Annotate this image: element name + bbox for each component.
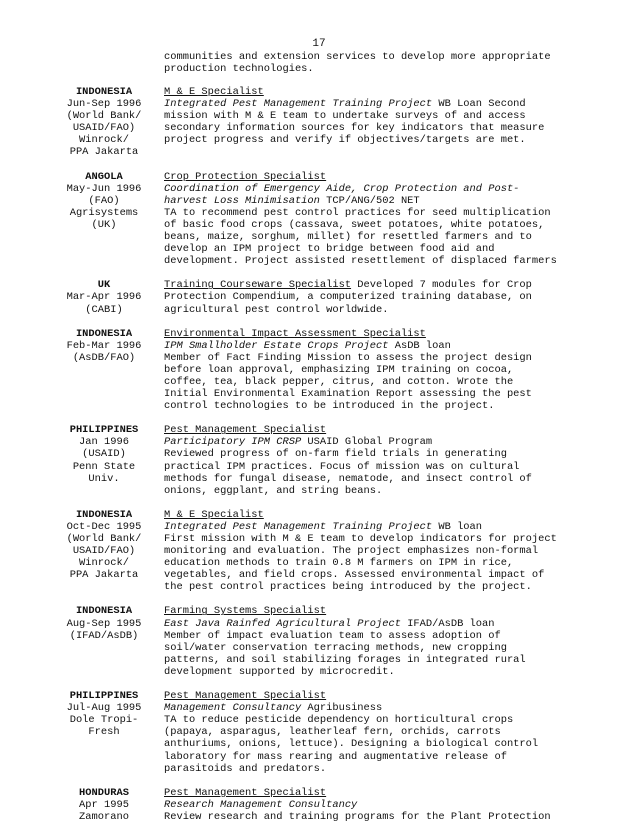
entry-meta-line: PPA Jakarta (69, 569, 139, 582)
entry-country: INDONESIA (75, 86, 133, 98)
entry-body-line: development. Project assisted resettlement of displaced farmers (164, 255, 557, 268)
entry-country: INDONESIA (75, 605, 133, 618)
entry-location-block (58, 509, 150, 594)
entry-meta-line: Winrock/ (79, 134, 129, 147)
entry-country: INDONESIA (75, 508, 133, 521)
entry-meta-line: USAID/FAO) (72, 122, 136, 135)
entry-meta-line: Univ. (88, 472, 120, 485)
entry-body-line: Member of impact evaluation team to assess adoption of (164, 629, 501, 642)
entry-country: PHILIPPINES (69, 690, 139, 703)
entry-body-line: before loan approval, emphasizing IPM training on cocoa, (164, 363, 514, 376)
entry-country: PHILIPPINES (69, 424, 139, 437)
entry-project-detail: USAID Global Program (301, 436, 433, 449)
entry-description-block (164, 279, 624, 315)
entry-meta-line: Winrock/ (79, 557, 129, 570)
entry-body-line: the pest control practices being introduced by the project. (164, 581, 532, 594)
entry-body-line: patterns, and soil stabilizing forages in integrated rural (164, 653, 526, 666)
entry-project-detail: Developed 7 modules for Crop (351, 279, 532, 292)
entry-description-block (164, 605, 624, 678)
experience-entry (58, 328, 630, 413)
entry-project-detail: WB Loan Second (432, 98, 526, 111)
entry-body-line: soil/water conservation terracing methods, new cropping (164, 641, 507, 654)
entry-meta-line: Agrisystems (69, 206, 139, 219)
entry-project (164, 340, 624, 352)
entry-description-block (164, 690, 624, 775)
entry-meta-line: (IFAD/AsDB) (69, 629, 139, 642)
entry-project-name: IPM Smallholder Estate Crops Project (164, 339, 389, 352)
experience-list (58, 86, 630, 835)
entry-body-line: control technologies to be introduced in the project. (164, 400, 495, 413)
entry-location-block (58, 279, 150, 315)
entry-role-title: M & E Specialist (164, 86, 264, 98)
entry-body-line: secondary information sources for key indicators that measure (164, 122, 545, 135)
entry-meta-line: (World Bank/ (66, 533, 142, 545)
entry-body-line: Reviewed progress of on-farm field trials in generating (164, 448, 507, 461)
entry-role-title: Environmental Impact Assessment Specialist (164, 327, 426, 340)
entry-project (164, 521, 624, 533)
intro-text (164, 51, 624, 75)
entry-project-name: Coordination of Emergency Aide, Crop Protection and Post- (164, 182, 520, 195)
intro-line: communities and extension services to develop more appropriate (164, 51, 551, 63)
entry-meta-line: Jun-Sep 1996 (66, 98, 142, 111)
entry-project (164, 799, 624, 811)
entry-meta-line: (USAID) (82, 448, 126, 461)
entry-country: ANGOLA (85, 170, 123, 183)
entry-project-name: Integrated Pest Management Training Project (164, 520, 433, 533)
entry-body-line: practical IPM practices. Focus of mission was on cultural (164, 460, 520, 473)
experience-entry (58, 509, 630, 594)
entry-role-title: Pest Management Specialist (164, 690, 327, 703)
experience-entry (58, 605, 630, 678)
entry-description-block (164, 86, 624, 159)
entry-meta-line: (AsDB/FAO) (72, 351, 136, 364)
entry-body-line: TA to reduce pesticide dependency on horticultural crops (164, 714, 514, 727)
entry-project-detail: AsDB loan (388, 339, 451, 352)
experience-entry (58, 787, 630, 823)
entry-body-line: anthuriums, onions, lettuce). Designing a biological control (164, 738, 539, 751)
entry-project-name: East Java Rainfed Agricultural Project (164, 617, 401, 630)
entry-meta-line: Oct-Dec 1995 (66, 520, 142, 533)
entry-body-line: parasitoids and predators. (164, 762, 327, 775)
entry-body-line: TA to recommend pest control practices for seed multiplication (164, 206, 551, 219)
experience-entry (58, 424, 630, 497)
entry-country: UK (97, 279, 111, 292)
entry-project-detail: Agribusiness (301, 702, 383, 715)
entry-body-line: project progress and verify if objectives/targets are met. (164, 134, 526, 147)
entry-description-block (164, 509, 624, 594)
entry-description-block (164, 171, 624, 268)
entry-title-line (164, 279, 624, 291)
entry-meta-line: Feb-Mar 1996 (66, 339, 142, 352)
entry-project-name: Management Consultancy (164, 702, 302, 715)
entry-location-block (58, 787, 150, 823)
entry-role-title: Pest Management Specialist (164, 424, 327, 437)
entry-role-title: Training Courseware Specialist (164, 279, 352, 292)
entry-body-line: monitoring and evaluation. The project emphasizes non-formal (164, 545, 539, 558)
entry-body-line: of basic food crops (cassava, sweet potatoes, white potatoes, (164, 218, 545, 231)
entry-meta-line: Fresh (88, 726, 120, 739)
intro-line: production technologies. (164, 63, 314, 76)
entry-meta-line: (World Bank/ (66, 110, 142, 123)
entry-body-line: vegetables, and field crops. Assessed environmental impact of (164, 569, 545, 582)
experience-entry (58, 171, 630, 268)
entry-body-line: develop an IPM project to bridge between food aid and (164, 243, 495, 256)
entry-project-name: Integrated Pest Management Training Project (164, 98, 433, 111)
entry-meta-line: Mar-Apr 1996 (66, 291, 142, 304)
experience-entry (58, 86, 630, 159)
entry-body-line: Initial Environmental Examination Report assessing the pest (164, 388, 532, 401)
entry-body-line: methods for fungal disease, nematode, and insect control of (164, 472, 532, 485)
entry-location-block (58, 171, 150, 268)
entry-location-block (58, 605, 150, 678)
entry-body-line: mission with M & E team to undertake surveys of and access (164, 110, 526, 123)
entry-meta-line: USAID/FAO) (72, 545, 136, 558)
entry-body-line: Protection Compendium, a computerized training database, on (164, 291, 532, 304)
entry-location-block (58, 424, 150, 497)
entry-body-line: coffee, tea, black pepper, citrus, and cotton. Wrote the (164, 375, 514, 388)
entry-meta-line: Jan 1996 (79, 436, 129, 449)
entry-location-block (58, 690, 150, 775)
entry-project-name: Research Management Consultancy (164, 798, 358, 811)
entry-meta-line: PPA Jakarta (69, 146, 139, 159)
entry-meta-line: Jul-Aug 1995 (66, 702, 142, 715)
entry-body-line: (papaya, asparagus, leatherleaf fern, orchids, carrots (164, 726, 501, 739)
entry-body-line: First mission with M & E team to develop indicators for project (164, 533, 557, 545)
entry-project-name: Participatory IPM CRSP (164, 436, 302, 449)
experience-entry (58, 690, 630, 775)
entry-meta-line: Zamorano (79, 810, 129, 823)
entry-role-title: Crop Protection Specialist (164, 170, 327, 183)
entry-body-line: education methods to train 0.8 M farmers on IPM in rice, (164, 557, 514, 570)
entry-project (164, 618, 624, 630)
entry-project-detail: WB loan (432, 520, 483, 533)
entry-project-detail: IFAD/AsDB loan (400, 617, 495, 630)
entry-project (164, 98, 624, 110)
entry-description-block (164, 787, 624, 823)
entry-description-block (164, 328, 624, 413)
entry-body-line: agricultural pest control worldwide. (164, 303, 389, 316)
entry-role-title: Farming Systems Specialist (164, 605, 327, 618)
entry-project (164, 702, 624, 714)
page-number: 17 (312, 38, 326, 50)
entry-body-line: Review research and training programs for the Plant Protection (164, 810, 551, 823)
entry-description-block (164, 424, 624, 497)
entry-meta-line: May-Jun 1996 (66, 182, 142, 195)
entry-body-line: beans, maize, sorghum, millet) for resettled farmers and to (164, 231, 532, 244)
entry-body-line: Member of Fact Finding Mission to assess the project design (164, 351, 532, 364)
entry-role-title: Pest Management Specialist (164, 786, 327, 799)
entry-meta-line: Apr 1995 (79, 798, 129, 811)
entry-meta-line: Penn State (72, 460, 136, 473)
entry-meta-line: (CABI) (85, 303, 123, 316)
entry-location-block (58, 328, 150, 413)
entry-project (164, 183, 624, 207)
entry-body-line: onions, eggplant, and string beans. (164, 484, 383, 497)
entry-meta-line: (UK) (91, 218, 117, 231)
entry-meta-line: Dole Tropi- (69, 714, 139, 727)
experience-entry (58, 279, 630, 315)
entry-country: HONDURAS (79, 786, 129, 799)
entry-body-line: laboratory for mass rearing and augmentative release of (164, 750, 507, 763)
entry-role-title: M & E Specialist (164, 508, 264, 521)
entry-meta-line: Aug-Sep 1995 (66, 617, 142, 630)
entry-location-block (58, 86, 150, 159)
entry-country: INDONESIA (75, 327, 133, 340)
entry-project-name: harvest Loss Minimisation (164, 194, 320, 207)
entry-meta-line: (FAO) (88, 194, 120, 207)
entry-body-line: development supported by microcredit. (164, 665, 395, 678)
entry-project-detail: TCP/ANG/502 NET (319, 194, 420, 207)
entry-project (164, 436, 624, 448)
